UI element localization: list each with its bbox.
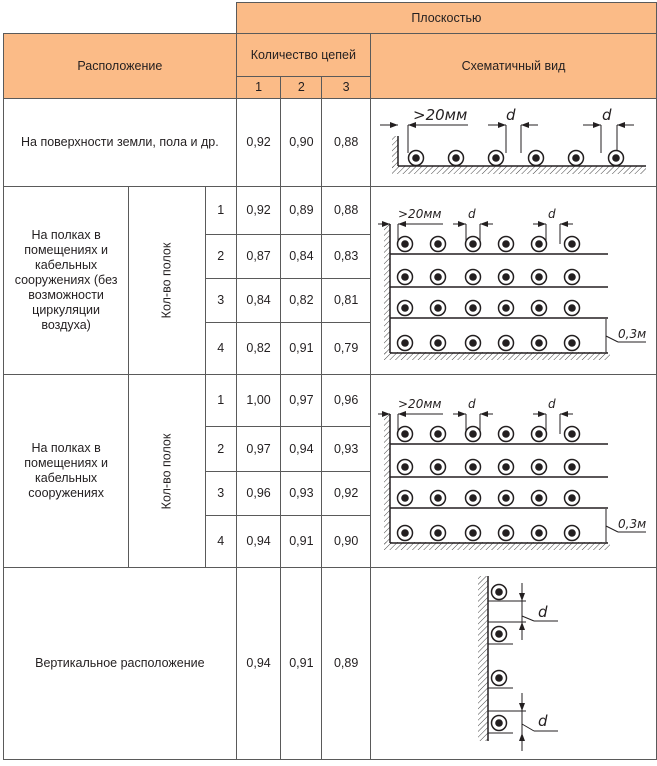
schematic-ground: [370, 99, 656, 187]
header-circuit-3: 3: [322, 77, 371, 99]
value-cell: 0,92: [322, 472, 371, 516]
value-cell: 0,90: [322, 516, 371, 568]
value-cell: 0,94: [281, 427, 322, 472]
schematic-shelves: [370, 375, 656, 568]
value-cell: 0,84: [281, 235, 322, 279]
svg-text:d: d: [548, 206, 557, 221]
vertical-layout-diagram: [378, 571, 648, 756]
header-circuit-2: 2: [281, 77, 322, 99]
table-row-vertical: [4, 568, 657, 760]
value-cell: 0,92: [236, 187, 281, 235]
value-cell: 0,82: [281, 279, 322, 323]
table-row-ground: [4, 99, 657, 187]
ground-layout-diagram: [378, 108, 648, 178]
schematic-vertical: [370, 568, 656, 760]
header-blank-cell: [4, 3, 237, 34]
svg-text:d: d: [538, 603, 549, 621]
value-cell: 0,79: [322, 323, 371, 375]
svg-text:>20мм: >20мм: [398, 397, 442, 411]
value-cell: 0,88: [322, 99, 371, 187]
value-cell: 0,83: [322, 235, 371, 279]
svg-text:>20мм: >20мм: [413, 107, 468, 124]
value-cell: 0,93: [281, 472, 322, 516]
table-row-shelves-1: [4, 375, 657, 427]
value-cell: 0,82: [236, 323, 281, 375]
svg-text:d: d: [602, 107, 613, 124]
value-cell: 0,94: [236, 516, 281, 568]
value-cell: 0,88: [322, 187, 371, 235]
svg-text:d: d: [468, 397, 477, 411]
value-cell: 0,89: [281, 187, 322, 235]
svg-text:d: d: [548, 397, 557, 411]
value-cell: 0,97: [281, 375, 322, 427]
value-cell: 0,87: [236, 235, 281, 279]
value-cell: 0,96: [322, 375, 371, 427]
svg-text:d: d: [468, 206, 477, 221]
value-cell: 1,00: [236, 375, 281, 427]
svg-text:d: d: [538, 712, 549, 730]
shelf-number: 3: [205, 279, 236, 323]
shelves-layout-diagram: [378, 386, 648, 556]
svg-text:>20мм: >20мм: [398, 206, 442, 221]
table-row-shelves-no-air-1: [4, 187, 657, 235]
shelf-count-label: Кол-во полок: [129, 187, 206, 375]
shelf-number: 3: [205, 472, 236, 516]
header-group-title: Плоскостью: [236, 3, 656, 34]
value-cell: 0,84: [236, 279, 281, 323]
value-cell: 0,93: [322, 427, 371, 472]
header-location: Расположение: [4, 34, 237, 99]
svg-text:d: d: [506, 107, 517, 124]
value-cell: 0,81: [322, 279, 371, 323]
value-cell: 0,92: [236, 99, 281, 187]
row-label: На полках в помещениях и кабельных сооружениях (без возможности циркуляции воздуха): [4, 187, 129, 375]
shelf-number: 4: [205, 323, 236, 375]
row-label: На поверхности земли, пола и др.: [4, 99, 237, 187]
value-cell: 0,91: [281, 516, 322, 568]
value-cell: 0,90: [281, 99, 322, 187]
header-schematic: Схематичный вид: [370, 34, 656, 99]
shelf-number: 2: [205, 235, 236, 279]
svg-text:0,3м: 0,3м: [618, 517, 647, 531]
header-circuit-1: 1: [236, 77, 281, 99]
shelf-number: 1: [205, 375, 236, 427]
derating-factors-table: [3, 2, 657, 760]
value-cell: 0,91: [281, 568, 322, 760]
row-label: Вертикальное расположение: [4, 568, 237, 760]
schematic-shelves-no-air: [370, 187, 656, 375]
value-cell: 0,94: [236, 568, 281, 760]
shelf-count-label: Кол-во полок: [129, 375, 206, 568]
value-cell: 0,89: [322, 568, 371, 760]
svg-text:0,3м: 0,3м: [618, 326, 647, 341]
value-cell: 0,96: [236, 472, 281, 516]
shelf-number: 2: [205, 427, 236, 472]
value-cell: 0,91: [281, 323, 322, 375]
row-label: На полках в помещениях и кабельных сооружениях: [4, 375, 129, 568]
shelf-number: 4: [205, 516, 236, 568]
value-cell: 0,97: [236, 427, 281, 472]
shelf-number: 1: [205, 187, 236, 235]
header-circuits: Количество цепей: [236, 34, 370, 77]
shelves-layout-diagram: [378, 196, 648, 366]
